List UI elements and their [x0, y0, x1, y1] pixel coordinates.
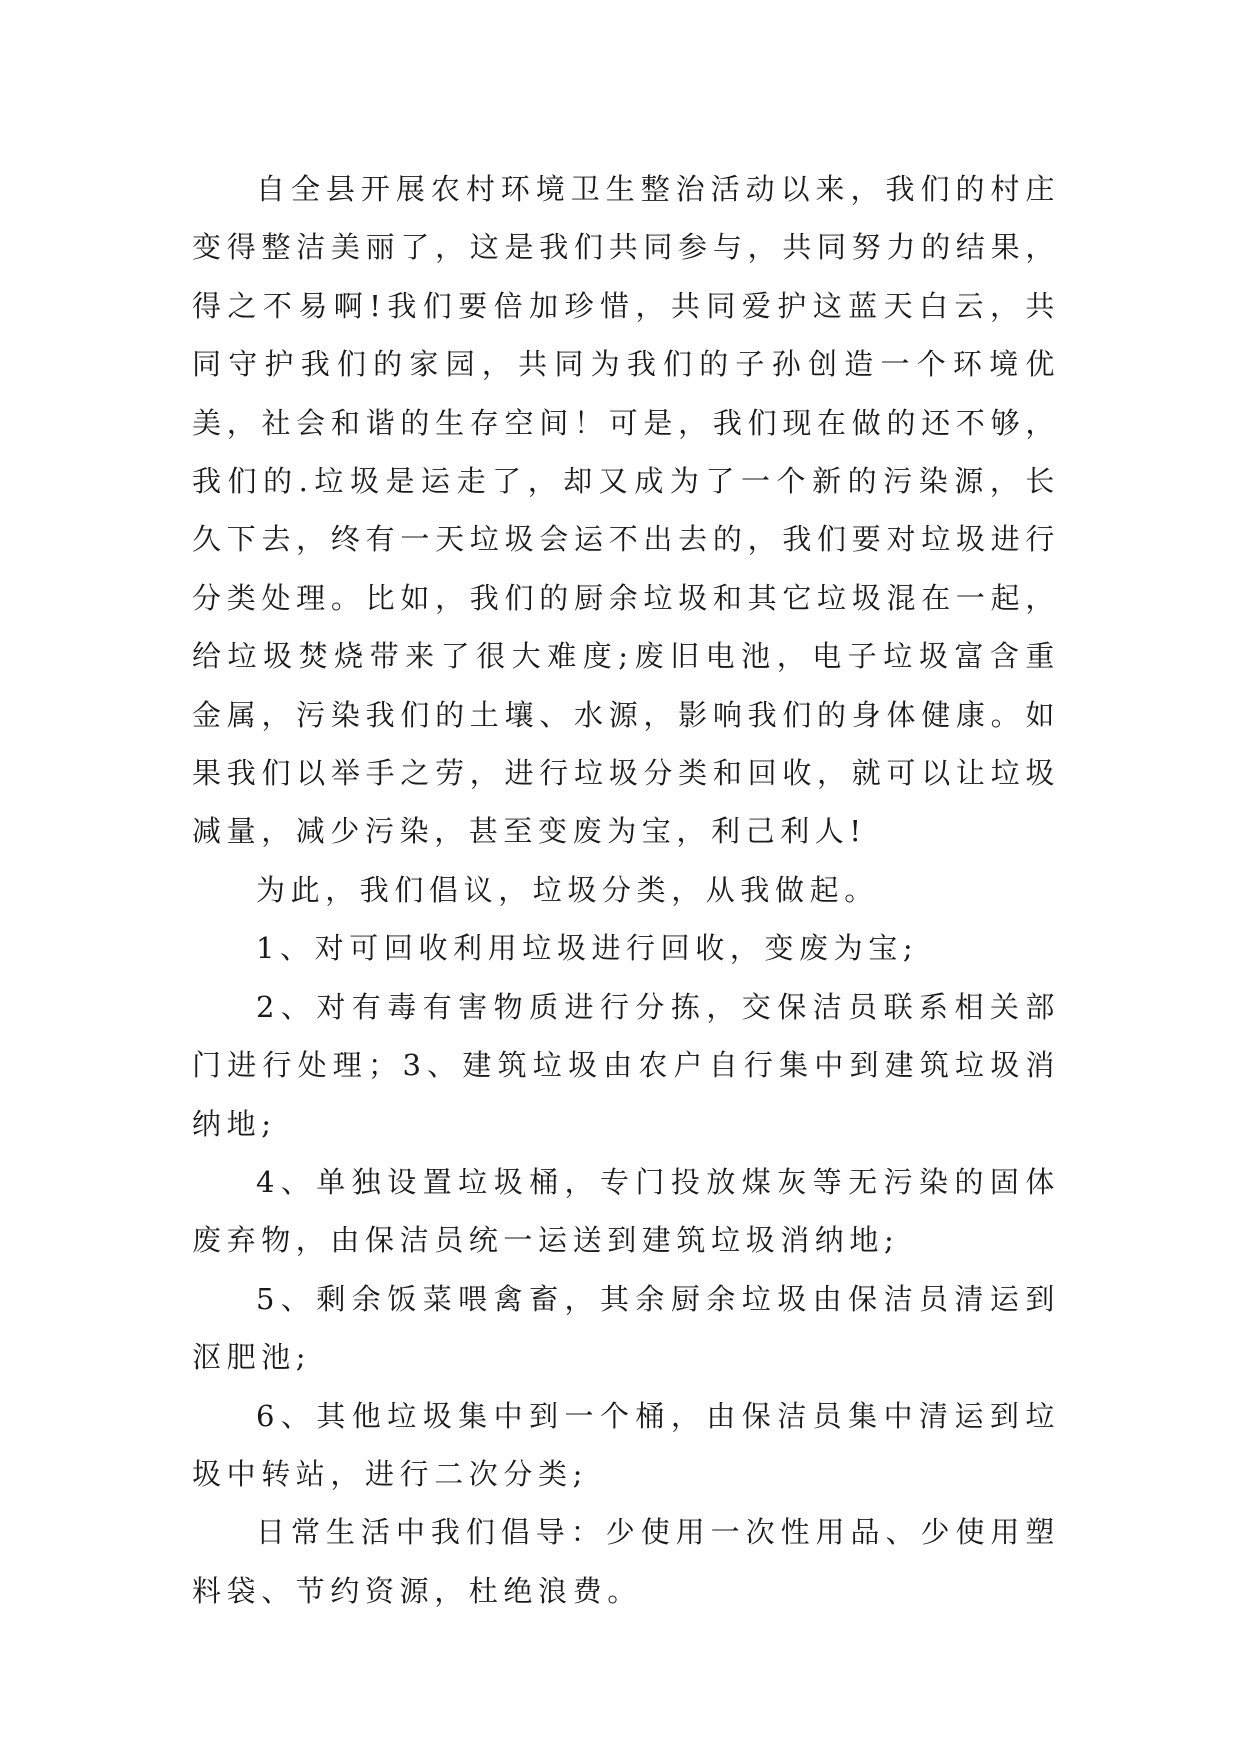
paragraph-advocacy: 日常生活中我们倡导：少使用一次性用品、少使用塑料袋、节约资源，杜绝浪费。 — [192, 1515, 1060, 1608]
paragraph-initiative: 为此，我们倡议，垃圾分类，从我做起。 — [256, 872, 879, 907]
document-body — [192, 160, 1060, 1620]
list-item-5: 5、剩余饭菜喂禽畜，其余厨余垃圾由保洁员清运到沤肥池; — [192, 1281, 1060, 1375]
list-item-4: 4、单独设置垃圾桶，专门投放煤灰等无污染的固体废弃物，由保洁员统一运送到建筑垃圾消纳地; — [192, 1164, 1060, 1258]
list-item-2-3: 2、对有毒有害物质进行分拣，交保洁员联系相关部门进行处理；3、建筑垃圾由农户自行集中到建筑垃圾消纳地; — [192, 989, 1060, 1141]
list-item-1: 1、对可回收利用垃圾进行回收，变废为宝; — [256, 931, 919, 966]
list-item-6: 6、其他垃圾集中到一个桶，由保洁员集中清运到垃圾中转站，进行二次分类; — [192, 1398, 1060, 1491]
paragraph-intro: 自全县开展农村环境卫生整治活动以来，我们的村庄变得整洁美丽了，这是我们共同参与，共同努力的结果，得之不易啊!我们要倍加珍惜，共同爱护这蓝天白云，共同守护我们的家园，共同为我们的子孙创造一个环境优美，社会和谐的生存空间！可是，我们现在做的还不够，我们的.垃圾是运走了，却又成为了一个新的污染源，长久下去，终有一天垃圾会运不出去的，我们要对垃圾进行分类处理。比如，我们的厨余垃圾和其它垃圾混在一起，给垃圾焚烧带来了很大难度;废旧电池，电子垃圾富含重金属，污染我们的土壤、水源，影响我们的身体健康。如果我们以举手之劳，进行垃圾分类和回收，就可以让垃圾减量，减少污染，甚至变废为宝，利己利人! — [192, 172, 1060, 849]
